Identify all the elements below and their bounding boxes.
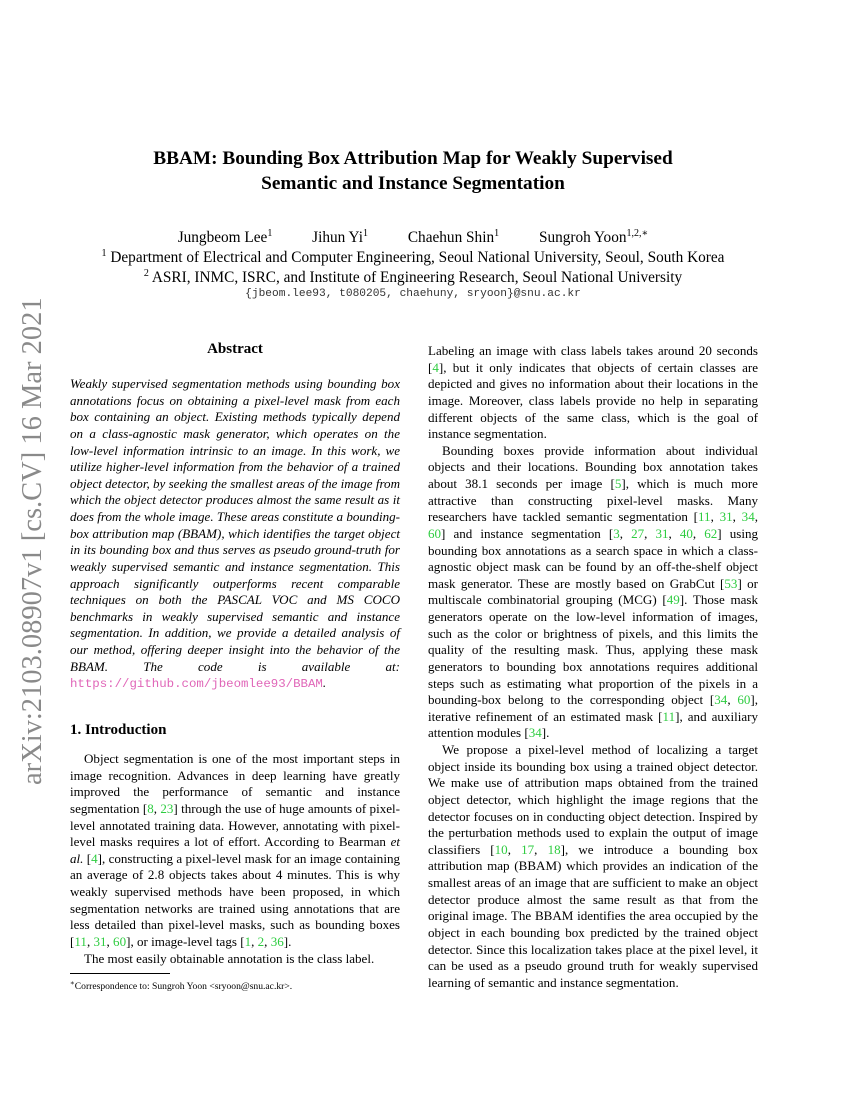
text-span: ], but it only indicates that objects of certain classes are depicted and gives no information about their locations in the image. Moreover, class labels provide no help in separating different objects of the same class, which is the goal of instance segmentation. xyxy=(428,359,758,442)
citation-link[interactable]: 53 xyxy=(724,575,738,591)
text-span: [ xyxy=(83,850,92,866)
citation-link[interactable]: 34 xyxy=(741,509,755,525)
text-span: , xyxy=(710,509,720,525)
text-span: , xyxy=(106,933,114,949)
citation-link[interactable]: 60 xyxy=(113,933,127,949)
citation-link[interactable]: 5 xyxy=(614,476,622,491)
text-span: ] or multiscale combinatorial grouping (MCG) [ xyxy=(428,575,758,608)
citation-link[interactable]: 23 xyxy=(160,800,174,816)
text-span: ] using bounding box annotations as a search space in which a class-agnostic object mask can be found by an off-the-shelf object mask generator. These are mostly based on GrabCut [ xyxy=(428,525,758,591)
text-span: ], we introduce a bounding box attribution map (BBAM) which provides an indication of the smallest areas of an image that are sufficient to make an object detector produce almost the same result as that from the original image. The BBAM identifies the area occupied by the object in each bounding box predicted by the trained object detector. Since this localization takes place at the pixel level, it can be used as a pseudo ground truth for weakly supervised learning of semantic and instance segmentation. xyxy=(428,841,759,990)
citation-link[interactable]: 11 xyxy=(698,509,711,525)
citation-link[interactable]: 8 xyxy=(147,800,154,816)
text-span: ]. Those mask generators operate on the low-level information of images, such as the color or brightness of pixels, and this limits the quality of the resulting mask. Thus, applying these mask generators to bounding box annotations requires additional steps such as estimating what proportion of the pixels in a bounding-box belong to the corresponding object [ xyxy=(428,592,758,708)
paragraph xyxy=(428,443,758,742)
text-span: Bounding boxes provide information about individual objects and their locations. Bounding box annotation takes about 38.1 seconds per image [ xyxy=(428,442,758,491)
code-link[interactable]: https://github.com/jbeomlee93/BBAM xyxy=(70,677,323,692)
citation-link[interactable]: 11 xyxy=(74,933,87,949)
paragraph xyxy=(70,751,400,951)
author-emails: {jbeom.lee93, t080205, chaehuny, sryoon}@snu.ac.kr xyxy=(245,288,581,300)
text-span: , xyxy=(692,525,705,541)
text-span: We propose a pixel-level method of localizing a target object inside its bounding box using a trained object detector. We make use of attribution maps obtained from the trained object detector, which highlight the image regions that the detector focuses on in conducting object detection. Inspired by the perturbation methods used to explain the output of image classifiers [ xyxy=(428,742,758,857)
arxiv-sidebar xyxy=(17,297,48,786)
text-span: ]. xyxy=(541,725,550,741)
citation-link[interactable]: 34 xyxy=(528,725,542,741)
text-span: , xyxy=(644,525,656,541)
citation-link[interactable]: 17 xyxy=(521,841,535,857)
citation-link[interactable]: 10 xyxy=(494,841,508,857)
citation-link[interactable]: 18 xyxy=(547,841,561,857)
text-span: ], constructing a pixel-level mask for an image containing an average of 2.8 objects takes about 4 minutes. This is why weakly supervised methods have been proposed, in which segmentation networks are trained using annotations that are less detailed than pixel-level masks, such as bounding boxes [ xyxy=(70,850,401,949)
citation-link[interactable]: 3 xyxy=(613,525,620,541)
paragraph xyxy=(428,343,758,443)
abstract-heading: Abstract xyxy=(207,341,263,357)
title-line-2: Semantic and Instance Segmentation xyxy=(261,173,565,194)
citation-link[interactable]: 49 xyxy=(666,592,680,608)
text-span: Labeling an image with class labels takes around 20 seconds [ xyxy=(428,343,758,375)
text-span: ] through the use of huge amounts of pixel-level annotated training data. However, annotating with pixel-level masks requires a lot of effort. According to Bearman xyxy=(70,800,400,850)
footnote-rule xyxy=(70,973,170,974)
left-column-body xyxy=(70,751,400,967)
paragraph: The most easily obtainable annotation is the class label. xyxy=(84,950,375,966)
text-span: ], iterative refinement of an estimated mask [ xyxy=(428,692,758,724)
abstract-body: Weakly supervised segmentation methods using bounding box annotations focus on obtaining a pixel-level mask from each box containing an object. Existing methods typically depend on a class-agnostic mask generator, which operates on the low-level information intrinsic to an image. In this work, we utilize higher-level information from the behavior of a trained object detector, by seeking the smallest areas of the image from which the object detector produces almost the same result as it does from the whole image. These areas constitute a bounding-box attribution map (BBAM), which identifies the target object in its bounding box and thus serves as pseudo ground-truth for weakly supervised semantic and instance segmentation. This approach significantly outperforms recent comparable techniques on both the PASCAL VOC and MS COCO benchmarks in weakly supervised semantic and instance segmentation. In addition, we provide a detailed analysis of our method, offering deeper insight into the behavior of the BBAM. The code is available at: https://github.com/jbeomlee93/BBAM. xyxy=(70,376,400,692)
text-span: , xyxy=(534,841,548,857)
citation-link[interactable]: 4 xyxy=(432,359,439,375)
author: Jihun Yi$^1$ xyxy=(312,228,369,247)
citation-link[interactable]: 31 xyxy=(655,525,669,541)
affiliation-2: $^2$ ASRI, INMC, ISRC, and Institute of Engineering Research, Seoul National University xyxy=(143,268,683,287)
text-span: ]. xyxy=(283,933,292,949)
affiliation-1: $^1$ Department of Electrical and Computer Engineering, Seoul National University, Seoul, South Korea xyxy=(101,248,725,267)
citation-link[interactable]: 60 xyxy=(428,525,442,541)
text-span: , xyxy=(727,692,738,708)
author: Jungbeom Lee$^1$ xyxy=(177,228,273,247)
text-span: , xyxy=(153,800,161,816)
text-span: ], and auxiliary attention modules [ xyxy=(428,708,758,741)
citation-link[interactable]: 34 xyxy=(714,692,728,708)
citation-link[interactable]: 11 xyxy=(662,708,676,724)
title-line-1: BBAM: Bounding Box Attribution Map for Weakly Supervised xyxy=(153,148,673,169)
text-span: et al. xyxy=(70,834,400,866)
paper-title xyxy=(100,146,726,196)
text-span: Object segmentation is one of the most important steps in image recognition. Advances in deep learning have greatly improved the performance of semantic and instance segmentation [ xyxy=(70,751,400,816)
author: Sungroh Yoon$^{1,2,∗}$ xyxy=(538,228,649,247)
citation-link[interactable]: 36 xyxy=(270,933,284,949)
citation-link[interactable]: 31 xyxy=(93,933,107,949)
text-span: , xyxy=(754,509,758,525)
text-span: , xyxy=(668,525,680,541)
text-span: ], which is much more attractive than constructing pixel-level masks. Many researchers have tackled semantic segmentation [ xyxy=(428,476,758,525)
right-column-body xyxy=(428,343,758,991)
citation-link[interactable]: 31 xyxy=(719,509,733,525)
citation-link[interactable]: 1 xyxy=(244,933,252,949)
author: Chaehun Shin$^1$ xyxy=(407,228,500,247)
text-span: , xyxy=(732,509,742,525)
text-span: , xyxy=(619,525,632,541)
section-heading-introduction: 1. Introduction xyxy=(70,722,167,738)
text-span: , xyxy=(86,933,94,949)
citation-link[interactable]: 40 xyxy=(679,525,693,541)
citation-link[interactable]: 2 xyxy=(257,933,265,949)
text-span: ] and instance segmentation [ xyxy=(441,525,614,541)
arxiv-id: arXiv:2103.08907v1 [cs.CV] 16 Mar 2021 xyxy=(17,297,48,785)
paragraph xyxy=(428,742,758,991)
citation-link[interactable]: 27 xyxy=(631,525,645,541)
text-span: , xyxy=(507,841,522,857)
citation-link[interactable]: 62 xyxy=(704,525,718,541)
citation-link[interactable]: 4 xyxy=(91,850,98,866)
text-span: ], or image-level tags [ xyxy=(126,933,245,949)
text-span: , xyxy=(264,933,271,949)
citation-link[interactable]: 60 xyxy=(737,692,751,708)
text-span: , xyxy=(251,933,258,949)
footnote: ∗Correspondence to: Sungroh Yoon <sryoon@snu.ac.kr>. xyxy=(70,979,293,993)
